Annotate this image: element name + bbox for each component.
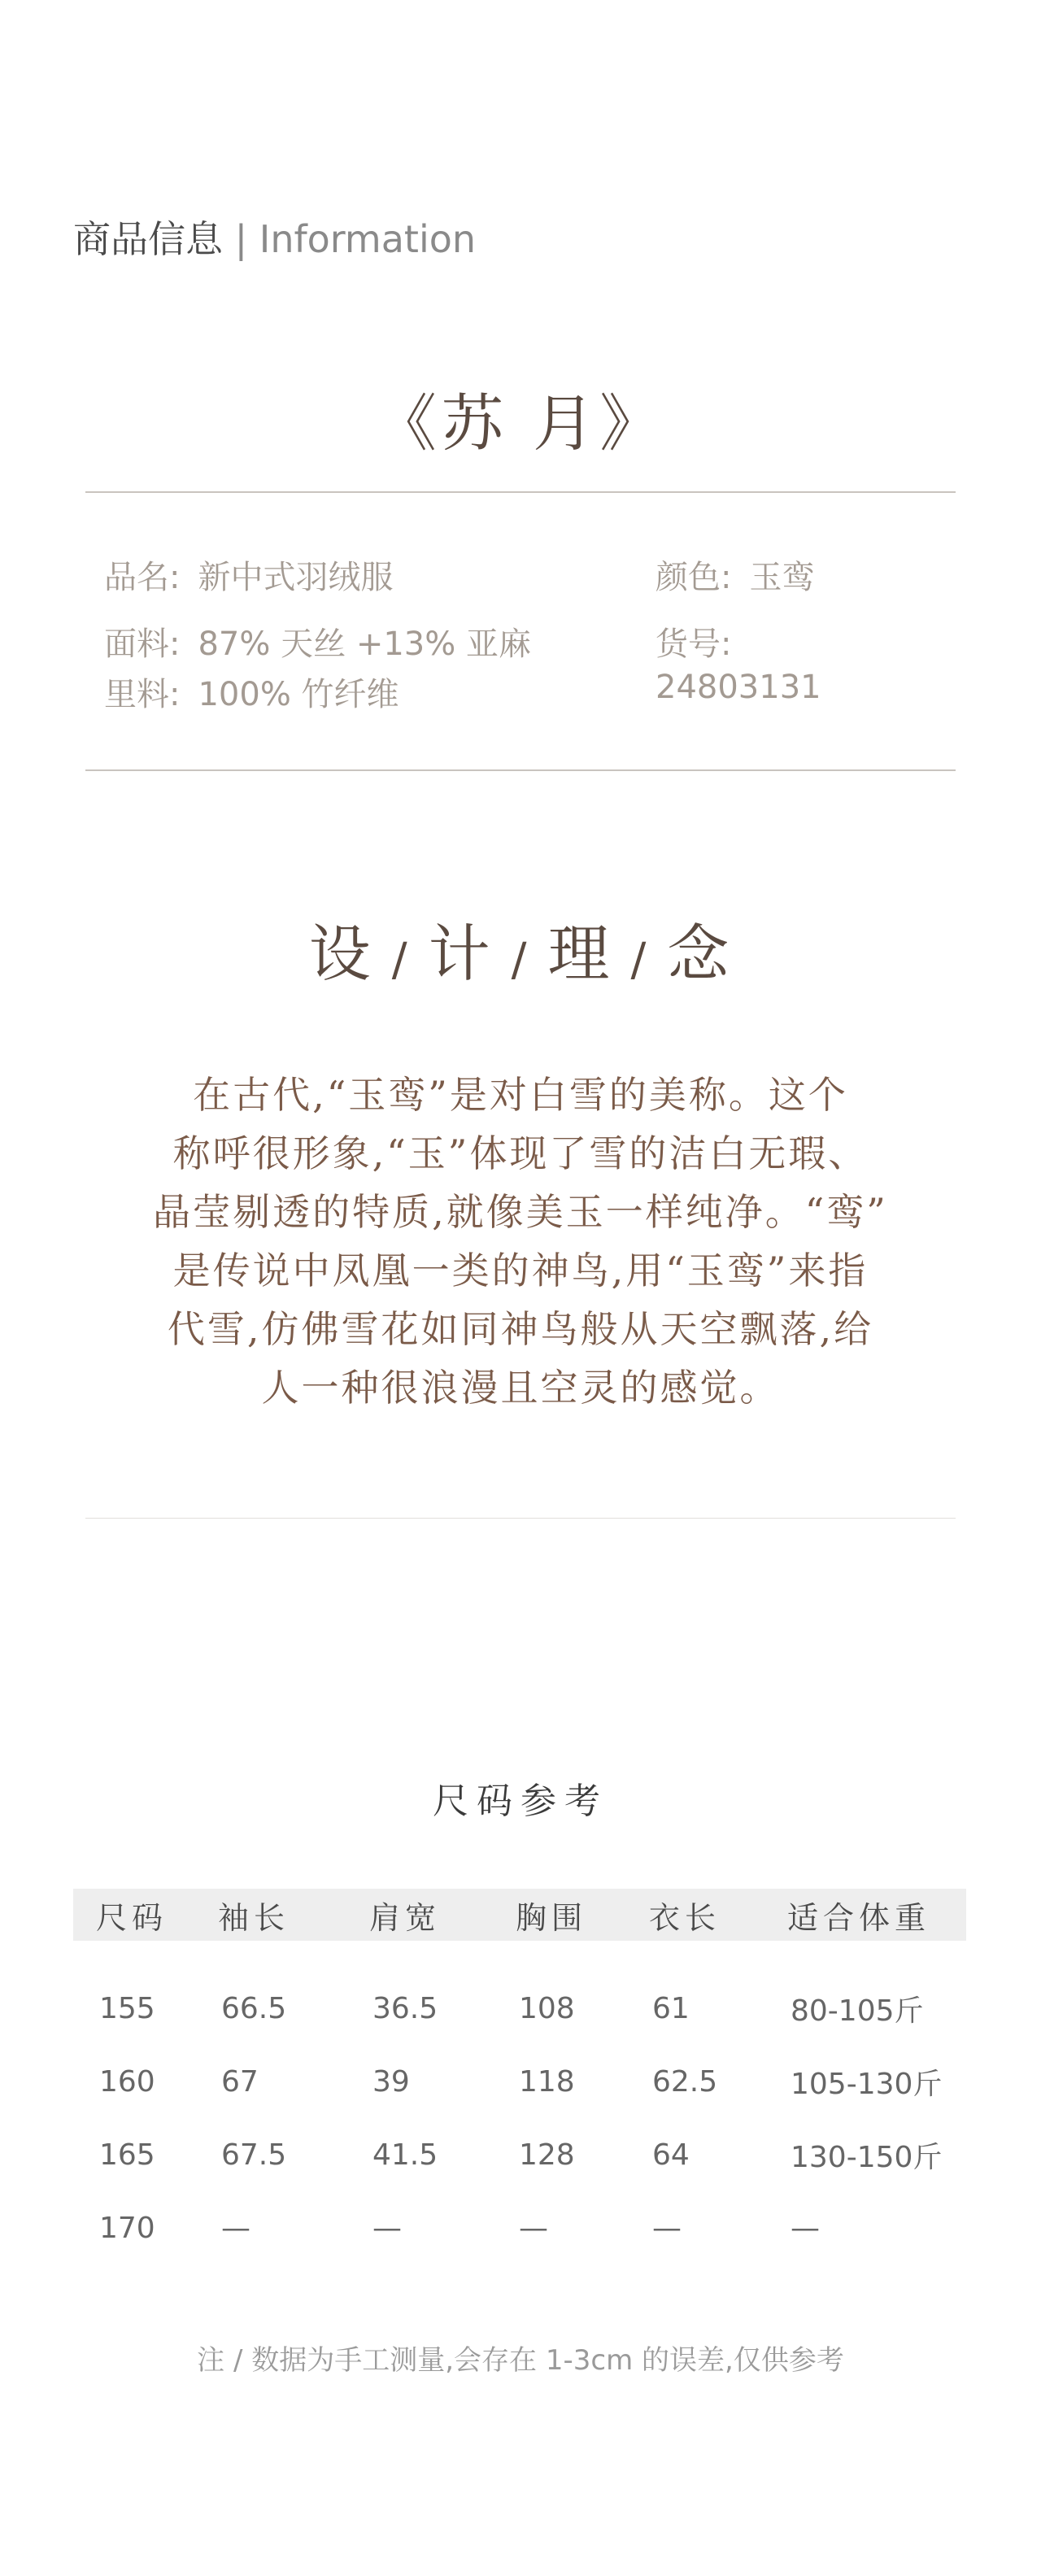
- weight-cell: 130-150斤: [791, 2140, 943, 2174]
- design-title-separator: /: [511, 934, 530, 987]
- design-concept-title: [0, 904, 1041, 993]
- section-header: [73, 210, 476, 264]
- table-row: [73, 2191, 966, 2264]
- shoulder-cell: —: [372, 2211, 402, 2245]
- concept-line: 晶莹剔透的特质,就像美玉一样纯净。“鸾”: [153, 1190, 888, 1234]
- size-table-header: [73, 1889, 966, 1941]
- product-sku-value: 24803131: [656, 669, 821, 706]
- sleeve-cell: —: [221, 2211, 250, 2245]
- weight-cell: 80-105斤: [791, 1994, 924, 2028]
- size-header-cell: 袖长: [195, 1889, 346, 1941]
- product-fabric-row: [104, 618, 531, 665]
- divider-top: [85, 491, 956, 493]
- table-row: [73, 1941, 966, 2045]
- size-header-cell: 肩宽: [346, 1889, 493, 1941]
- length-cell: —: [652, 2211, 682, 2245]
- design-title-char: 念: [667, 918, 733, 990]
- table-row: [73, 2118, 966, 2191]
- product-color-label: 颜色:: [656, 559, 732, 596]
- measurement-note: 注 / 数据为手工测量,会存在 1-3cm 的误差,仅供参考: [197, 2344, 844, 2377]
- concept-line: 在古代,“玉鸾”是对白雪的美称。这个: [193, 1073, 848, 1117]
- shoulder-cell: 39: [372, 2064, 410, 2099]
- size-cell: 165: [99, 2138, 155, 2172]
- sleeve-cell: 67: [221, 2064, 259, 2099]
- weight-cell: —: [791, 2211, 820, 2245]
- size-chart-title: 尺码参考: [433, 1781, 608, 1822]
- sleeve-cell: 67.5: [221, 2138, 287, 2172]
- concept-line: 代雪,仿佛雪花如同神鸟般从天空飘落,给: [167, 1307, 874, 1351]
- concept-line: 人一种很浪漫且空灵的感觉。: [261, 1366, 780, 1410]
- sleeve-cell: 66.5: [221, 1991, 287, 2025]
- chest-cell: —: [519, 2211, 548, 2245]
- divider-bottom: [85, 1518, 956, 1519]
- length-cell: 64: [652, 2138, 690, 2172]
- length-cell: 61: [652, 1991, 690, 2025]
- divider-middle: [85, 769, 956, 771]
- product-color-value: 玉鸾: [749, 559, 815, 596]
- product-title: 《苏 月》: [374, 387, 667, 460]
- product-lining-row: [104, 669, 399, 715]
- size-cell: 155: [99, 1991, 155, 2025]
- product-lining-value: 100% 竹纤维: [198, 676, 399, 713]
- weight-cell: 105-130斤: [791, 2067, 943, 2101]
- header-separator: |: [223, 217, 259, 261]
- product-color-row: [656, 551, 814, 598]
- product-name-row: [104, 551, 393, 598]
- length-cell: 62.5: [652, 2064, 718, 2099]
- design-concept-text: [89, 1066, 952, 1417]
- chest-cell: 108: [519, 1991, 575, 2025]
- product-name-value: 新中式羽绒服: [198, 559, 394, 596]
- size-header-cell: 胸围: [493, 1889, 626, 1941]
- chest-cell: 118: [519, 2064, 575, 2099]
- concept-line: 是传说中凤凰一类的神鸟,用“玉鸾”来指: [172, 1249, 869, 1292]
- header-title-en: Information: [259, 217, 477, 261]
- table-row: [73, 2045, 966, 2118]
- design-title-char: 计: [428, 918, 494, 990]
- product-name-label: 品名:: [104, 559, 181, 596]
- size-table: [73, 1889, 966, 2264]
- design-title-separator: /: [630, 934, 650, 987]
- size-header-cell: 尺码: [73, 1889, 195, 1941]
- design-title-separator: /: [391, 934, 411, 987]
- product-sku-label: 货号:: [656, 625, 732, 663]
- design-title-char: 设: [308, 918, 374, 990]
- size-cell: 160: [99, 2064, 155, 2099]
- concept-line: 称呼很形象,“玉”体现了雪的洁白无瑕、: [172, 1131, 869, 1175]
- header-title-cn: 商品信息: [73, 217, 223, 261]
- design-title-char: 理: [547, 918, 613, 990]
- size-header-cell: 适合体重: [764, 1889, 966, 1941]
- shoulder-cell: 36.5: [372, 1991, 438, 2025]
- product-lining-label: 里料:: [104, 676, 181, 713]
- product-fabric-value: 87% 天丝 +13% 亚麻: [198, 625, 531, 663]
- product-fabric-label: 面料:: [104, 625, 181, 663]
- size-header-cell: 衣长: [626, 1889, 764, 1941]
- shoulder-cell: 41.5: [372, 2138, 438, 2172]
- size-cell: 170: [99, 2211, 155, 2245]
- chest-cell: 128: [519, 2138, 575, 2172]
